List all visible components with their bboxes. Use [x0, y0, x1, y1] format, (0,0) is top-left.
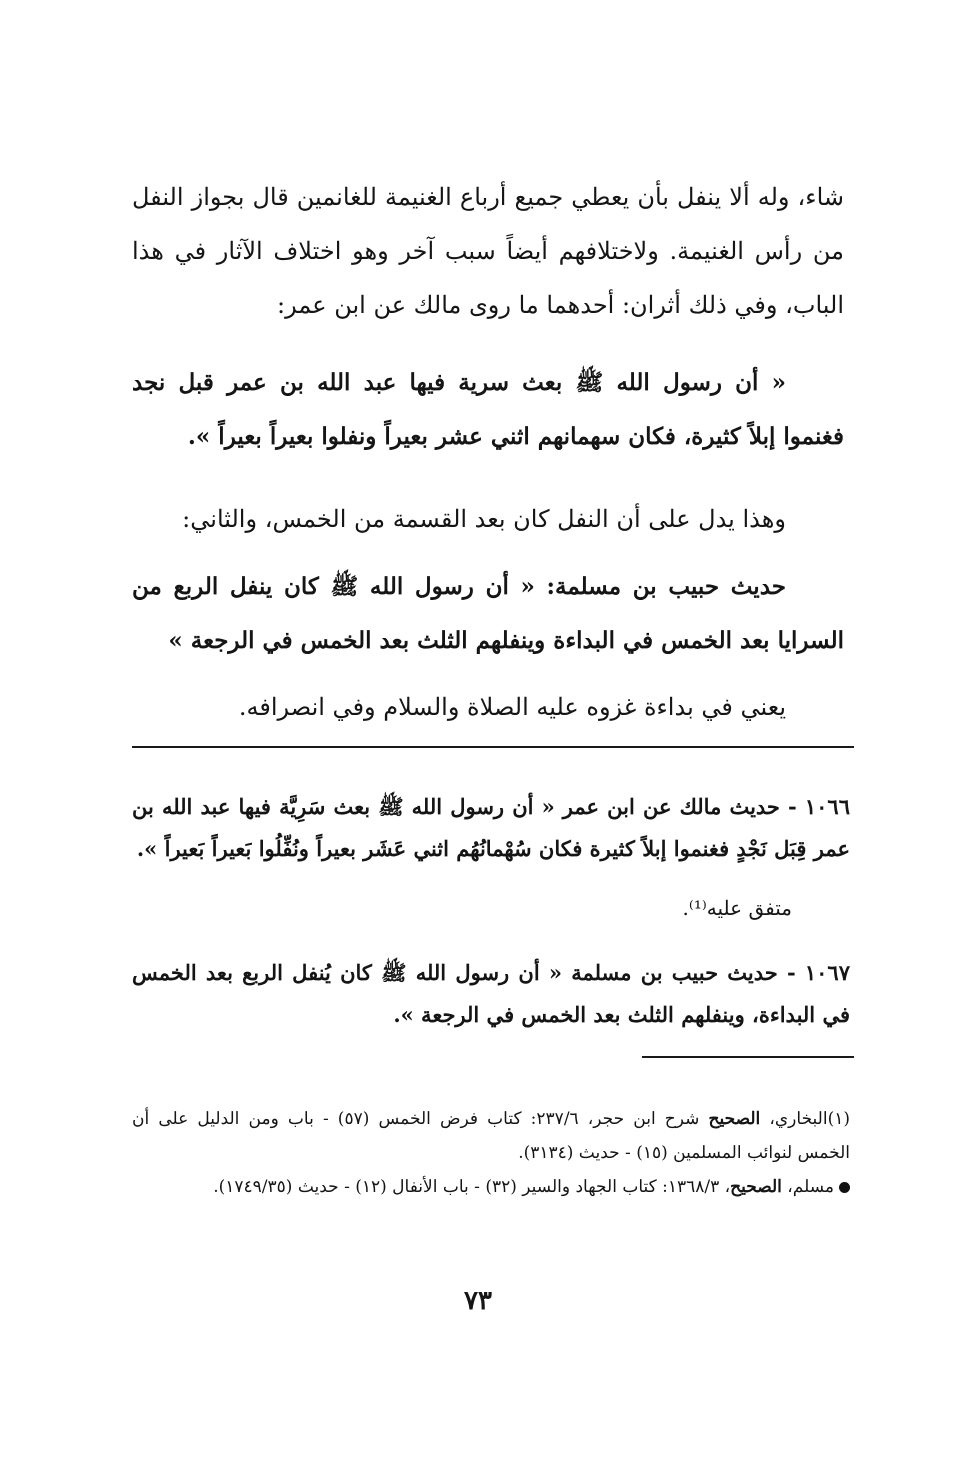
footnote-2-reference: ، ١٣٦٨/٣: كتاب الجهاد والسير (٣٢) - باب الأنفال (١٢) - حديث (١٧٤٩/٣٥). [213, 1177, 731, 1197]
footnote-1-reference: شرح ابن حجر، ٢٣٧/٦: كتاب فرض الخمس (٥٧) - باب ومن الدليل على أن الخمس لنوائب المسلمين (١٥) - حديث (٣١٣٤). [132, 1109, 850, 1163]
takhrij-1066 [132, 786, 850, 870]
footnote-divider [642, 1056, 854, 1058]
takhrij-1066-text: ١٠٦٦ - حديث مالك عن ابن عمر « أن رسول الله ﷺ بعث سَرِيَّة فيها عبد الله بن عمر قِبَل نَجْدٍ فغنموا إبلاً كثيرة فكان سُهْمانُهُم اثني عَشَر بعيراً ونُفِّلُوا بَعيراً بَعيراً ». [132, 794, 850, 861]
page-number: ٧٣ [464, 1286, 492, 1316]
paragraph-intro: شاء، وله ألا ينفل بأن يعطي جميع أرباع الغنيمة للغانمين قال بجواز النفل من رأس الغنيمة. ولاختلافهم أيضاً سبب آخر وهو اختلاف الآثار في هذا الباب، وفي ذلك أثران: أحدهما ما روى مالك عن ابن عمر: [132, 183, 844, 319]
takhrij-1066-grading: متفق عليه⁽¹⁾. [682, 896, 792, 920]
footnotes [132, 1102, 850, 1204]
paragraph-inference: وهذا يدل على أن النفل كان بعد القسمة من الخمس، والثاني: [182, 505, 786, 533]
footnote-2-source: مسلم، [781, 1177, 834, 1197]
footnote-2 [132, 1170, 850, 1204]
takhrij-1067 [132, 952, 850, 1036]
footnote-1-source: البخاري، [760, 1109, 828, 1129]
bullet-icon [839, 1182, 850, 1193]
hadith-quote-habib: حديث حبيب بن مسلمة: « أن رسول الله ﷺ كان ينفل الربع من السرايا بعد الخمس في البداءة وينفلهم الثلث بعد الخمس في الرجعة » [132, 573, 844, 654]
footnote-1-marker: (١) [827, 1109, 850, 1129]
footnote-2-book: الصحيح [730, 1177, 782, 1197]
footnote-1-book: الصحيح [708, 1109, 761, 1129]
section-divider [132, 746, 854, 748]
hadith-quote-ibn-umar: « أن رسول الله ﷺ بعث سرية فيها عبد الله بن عمر قبل نجد فغنموا إبلاً كثيرة، فكان سهمانهم اثني عشر بعيراً ونفلوا بعيراً بعيراً ». [132, 369, 844, 450]
takhrij-1067-text: ١٠٦٧ - حديث حبيب بن مسلمة « أن رسول الله ﷺ كان يُنفل الربع بعد الخمس في البداءة، وينفلهم الثلث بعد الخمس في الرجعة ». [132, 960, 850, 1027]
footnote-1 [132, 1102, 850, 1170]
main-text [132, 170, 844, 734]
paragraph-explanation: يعني في بداءة غزوه عليه الصلاة والسلام وفي انصرافه. [238, 693, 786, 721]
